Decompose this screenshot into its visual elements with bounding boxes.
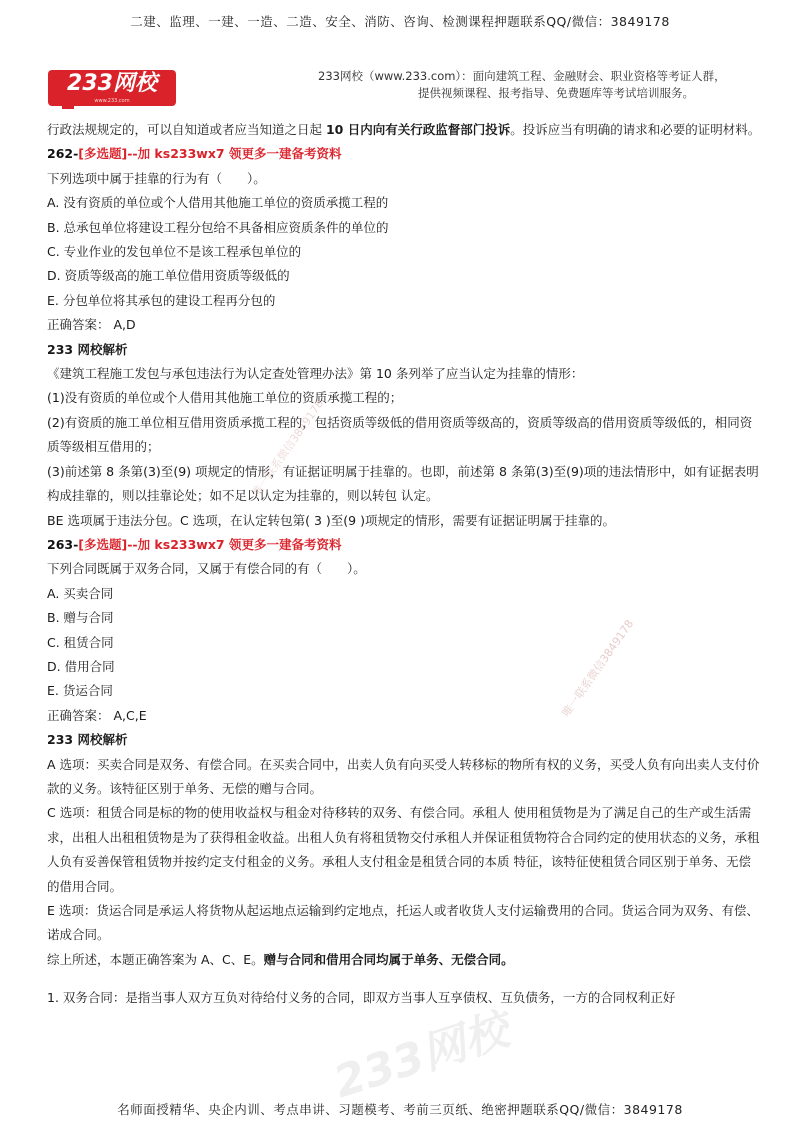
- question-263-answer: 正确答案： A,C,E: [47, 707, 147, 723]
- question-263-option-b: B. 赠与合同: [47, 610, 114, 626]
- question-262-analysis-line: (1)没有资质的单位或个人借用其他施工单位的资质承揽工程的；: [47, 390, 403, 406]
- question-263-option-a: A. 买卖合同: [47, 585, 114, 601]
- logo-233[interactable]: [48, 70, 176, 106]
- question-262-analysis-line: (2)有资质的施工单位相互借用资质承揽工程的，包括资质等级低的借用资质等级高的，资质等级高的借用资质等级低的，相同资质等级相互借用的；: [47, 414, 753, 455]
- header-info-line1: 233网校（www.233.com）：面向建筑工程、金融财会、职业资格等考证人群，: [318, 69, 726, 83]
- question-263-option-e: E. 货运合同: [47, 683, 113, 699]
- intro-bold: 10 日内向有关行政监督部门投诉: [325, 122, 511, 137]
- question-262-analysis-line: (3)前述第 8 条第(3)至(9) 项规定的情形，有证据证明属于挂靠的。也即，前述第 8 条第(3)至(9)项的违法情形中，如有证据表明构成挂靠的，则以挂靠论处；如不足以认定为挂靠的，则以转包 认定。: [47, 463, 759, 504]
- question-263-note: 1. 双务合同：是指当事人双方互负对待给付义务的合同，即双方当事人互享债权、互负债务，一方的合同权利正好: [47, 990, 676, 1006]
- question-262-option-a: A. 没有资质的单位或个人借用其他施工单位的资质承揽工程的: [47, 195, 389, 211]
- header-info-line2: 提供视频课程、报考指导、免费题库等考试培训服务。: [418, 86, 694, 100]
- question-262-analysis-line: 《建筑工程施工发包与承包违法行为认定查处管理办法》第 10 条列举了应当认定为挂靠的情形：: [47, 366, 584, 382]
- top-banner: 二建、监理、一建、一造、二造、安全、消防、咨询、检测课程押题联系QQ/微信：3849178: [130, 14, 670, 29]
- question-263-analysis-line: E 选项：货运合同是承运人将货物从起运地点运输到约定地点，托运人或者收货人支付运输费用的合同。货运合同为双务、有偿、诺成合同。: [47, 903, 759, 943]
- question-262-option-d: D. 资质等级高的施工单位借用资质等级低的: [47, 268, 290, 284]
- header-info: [318, 68, 758, 102]
- question-263-heading: 263-[多选题]--加 ks233wx7 领更多一建备考资料: [47, 536, 342, 552]
- question-263-stem: 下列合同既属于双务合同，又属于有偿合同的有（ ）。: [47, 561, 366, 577]
- intro-paragraph: 行政法规规定的，可以自知道或者应当知道之日起 10 日内向有关行政监督部门投诉。投诉应当有明确的请求和必要的证明材料。: [47, 122, 761, 137]
- question-263-analysis-line: C 选项：租赁合同是标的物的使用收益权与租金对待移转的双务、有偿合同。承租人 使用租赁物是为了满足自己的生产或生活需求，出租人出租租赁物是为了获得租金收益。出租人负有将租赁物交付承租人并保证租赁物符合合同约定的使用状态的义务，承租人负有妥善保管租赁物并按约定支付租金的义务。承租人支付租金是租赁合同的本质 特征，该特征使租赁合同区别于单务、无偿的借用合同。: [47, 805, 760, 894]
- question-262-heading: 262-[多选题]--加 ks233wx7 领更多一建备考资料: [47, 146, 342, 162]
- spacer: [47, 972, 763, 986]
- question-262-answer: 正确答案： A,D: [47, 317, 136, 333]
- watermark: 唯一联系微信3849178: [559, 617, 637, 720]
- question-263-summary-bold: 赠与合同和借用合同均属于单务、无偿合同。: [263, 951, 514, 967]
- question-263-summary: 综上所述，本题正确答案为 A、C、E。赠与合同和借用合同均属于单务、无偿合同。: [47, 951, 514, 967]
- logo-decoration: [62, 106, 74, 109]
- question-263-tag[interactable]: [多选题]--加 ks233wx7 领更多一建备考资料: [78, 536, 342, 552]
- watermark-logo: 233网校: [327, 1004, 515, 1109]
- logo-text: 233网校: [67, 71, 157, 96]
- question-263-option-c: C. 租赁合同: [47, 634, 114, 650]
- question-262-option-b: B. 总承包单位将建设工程分包给不具备相应资质条件的单位的: [47, 219, 389, 235]
- question-262-analysis-line: BE 选项属于违法分包。C 选项，在认定转包第( 3 )至(9 )项规定的情形，需要有证据证明属于挂靠的。: [47, 512, 615, 528]
- question-262-option-e: E. 分包单位将其承包的建设工程再分包的: [47, 292, 276, 308]
- question-262-analysis-title: 233 网校解析: [47, 341, 128, 357]
- question-262-stem: 下列选项中属于挂靠的行为有（ ）。: [47, 170, 266, 186]
- watermark: 唯一联系微信3849178: [249, 397, 327, 500]
- document-content: [47, 118, 763, 1011]
- question-263-analysis-line: A 选项：买卖合同是双务、有偿合同。在买卖合同中，出卖人负有向买受人转移标的物所有权的义务，买受人负有向出卖人支付价款的义务。该特征区别于单务、无偿的赠与合同。: [47, 756, 760, 796]
- question-263-analysis-title: 233 网校解析: [47, 732, 128, 748]
- question-263-option-d: D. 借用合同: [47, 658, 115, 674]
- question-262-option-c: C. 专业作业的发包单位不是该工程承包单位的: [47, 244, 302, 260]
- logo-subtext: www.233.com: [94, 98, 130, 104]
- question-262-tag[interactable]: [多选题]--加 ks233wx7 领更多一建备考资料: [78, 146, 342, 162]
- footer-banner: 名师面授精华、央企内训、考点串讲、习题模考、考前三页纸、绝密押题联系QQ/微信：3849178: [117, 1102, 683, 1117]
